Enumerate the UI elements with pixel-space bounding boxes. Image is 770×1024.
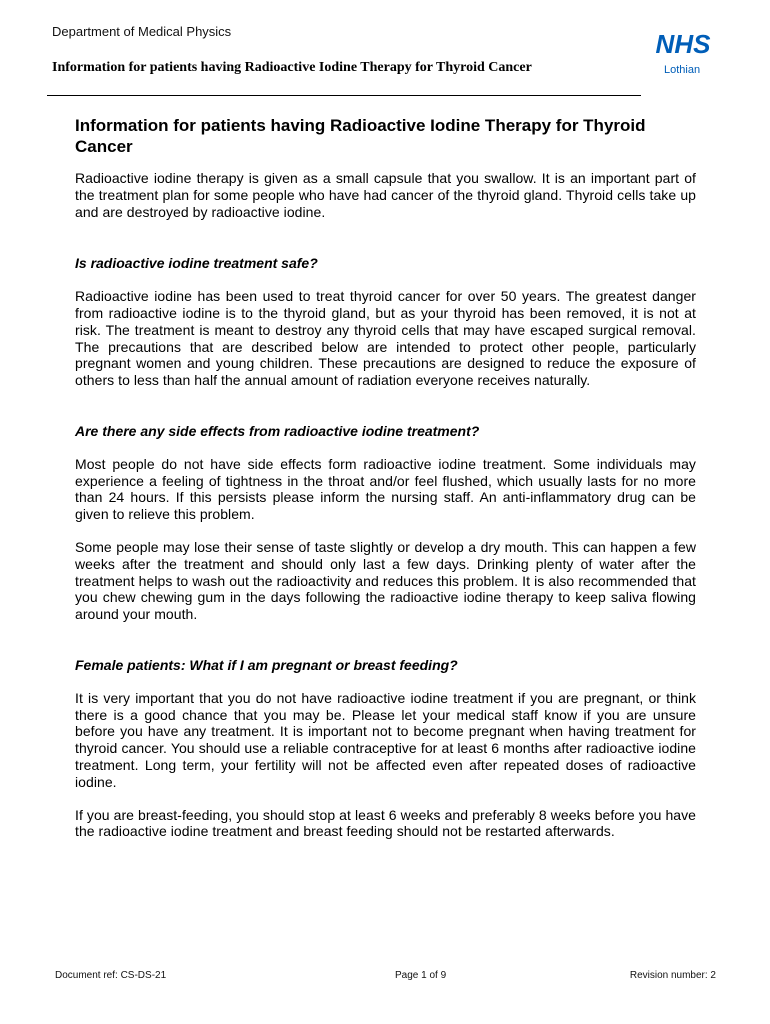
footer-page-number: Page 1 of 9 xyxy=(395,970,447,981)
section-paragraph: Some people may lose their sense of taste slightly or develop a dry mouth. This can happen a few weeks after the treatment and should only last a few days. Drinking plenty of water after the treatment helps to wash out the radioactivity and reduces this problem. It is also recommended that you chew chewing gum in the days following the radioactive iodine therapy to keep saliva flowing around your mouth. xyxy=(75,538,696,623)
footer-revision: Revision number: 2 xyxy=(629,970,716,981)
section-question: Are there any side effects from radioactive iodine treatment? xyxy=(75,422,480,439)
nhs-logo-icon xyxy=(652,30,714,58)
department-name: Department of Medical Physics xyxy=(52,24,232,39)
section-paragraph: It is very important that you do not have radioactive iodine treatment if you are pregnant, or think there is a good chance that you may be. Please let your medical staff know if you are unsure before you have any treatment. It is important not to become pregnant when having treatment for thyroid cancer. You should use a reliable contraceptive for at least 6 months after radioactive iodine treatment. Long term, your fertility will not be affected even after repeated doses of radioactive iodine. xyxy=(75,689,696,790)
intro-paragraph: Radioactive iodine therapy is given as a small capsule that you swallow. It is an important part of the treatment plan for some people who have had cancer of the thyroid gland. Thyroid cells take up and are destroyed by radioactive iodine. xyxy=(75,170,696,220)
document-body xyxy=(75,115,696,840)
section-paragraph: Radioactive iodine has been used to treat thyroid cancer for over 50 years. The greatest danger from radioactive iodine is to the thyroid gland, but as your thyroid has been removed, it is not at risk. The treatment is meant to destroy any thyroid cells that may have escaped surgical removal. The precautions that are described below are intended to protect other people, particularly pregnant women and young children. These precautions are designed to reduce the exposure of others to less than half the annual amount of radiation everyone receives naturally. xyxy=(75,288,696,389)
section-paragraph: If you are breast-feeding, you should stop at least 6 weeks and preferably 8 weeks before you have the radioactive iodine treatment and breast feeding should not be restarted afterwards. xyxy=(75,806,696,840)
header-divider xyxy=(47,95,641,96)
document-title: Information for patients having Radioactive Iodine Therapy for Thyroid Cancer xyxy=(75,116,646,156)
footer-doc-ref: Document ref: CS-DS-21 xyxy=(55,970,167,981)
section-paragraph: Most people do not have side effects form radioactive iodine treatment. Some individuals may experience a feeling of tightness in the throat and/or feel flushed, which usually lasts for no more than 24 hours. If this persists please inform the nursing staff. An anti-inflammatory drug can be given to relieve this problem. xyxy=(75,455,696,523)
header-title: Information for patients having Radioactive Iodine Therapy for Thyroid Cancer xyxy=(52,60,532,75)
logo-region: Lothian xyxy=(664,64,701,76)
section-question: Is radioactive iodine treatment safe? xyxy=(75,255,318,272)
nhs-lothian-logo xyxy=(652,30,718,86)
section-question: Female patients: What if I am pregnant or breast feeding? xyxy=(75,656,458,673)
nhs-logo-text: NHS xyxy=(655,30,711,58)
